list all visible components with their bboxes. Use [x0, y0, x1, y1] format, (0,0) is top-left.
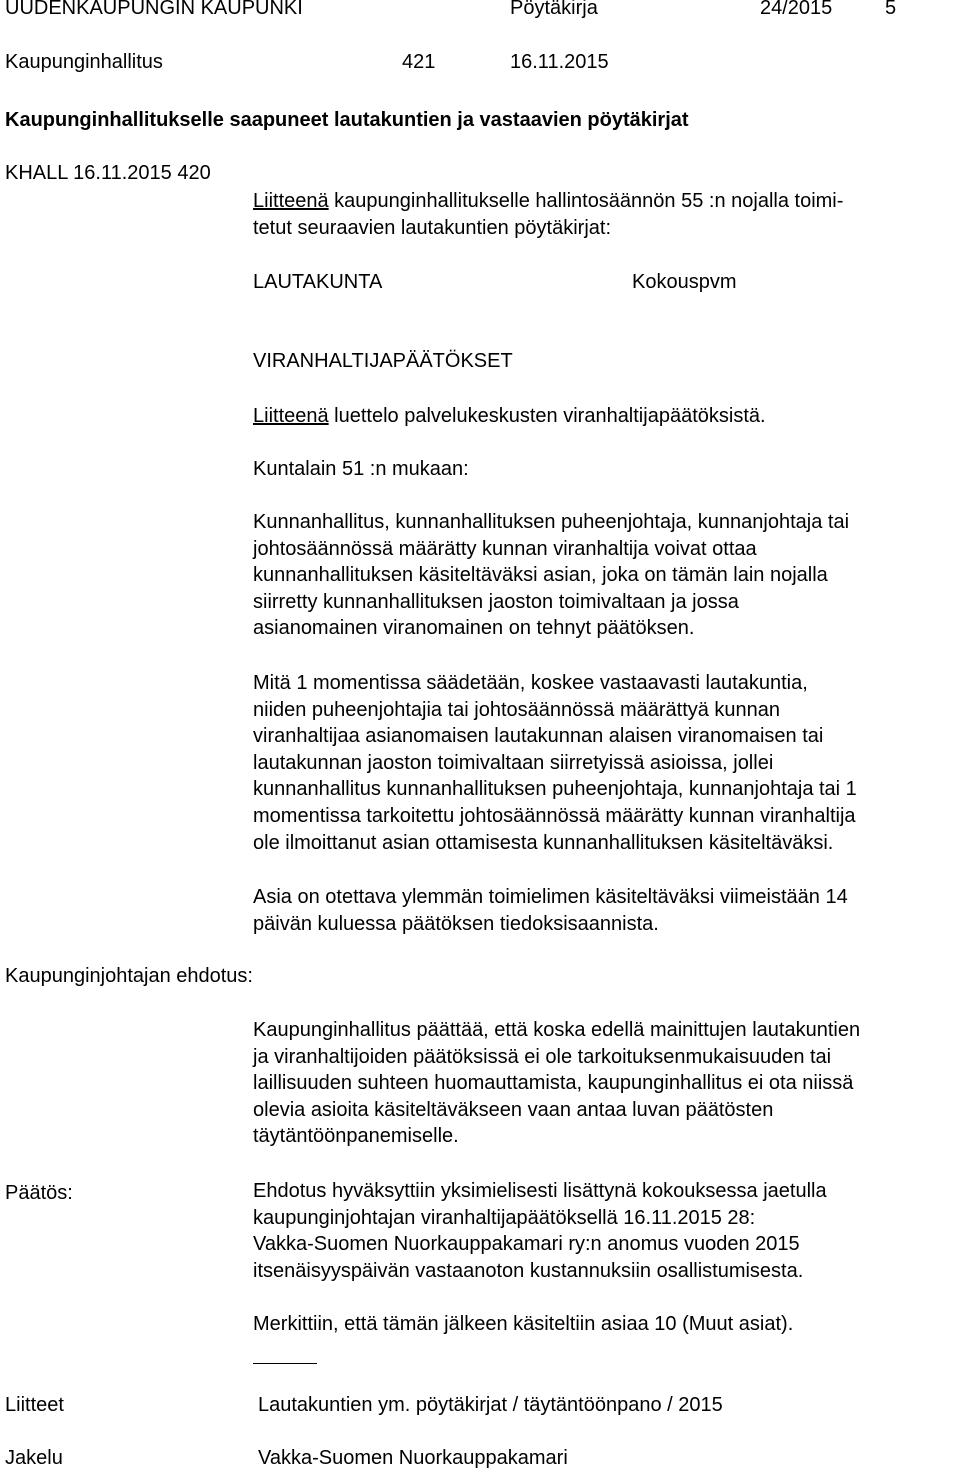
law-paragraph-2 — [253, 670, 857, 856]
attachment-link[interactable]: Liitteenä — [253, 190, 329, 212]
officials-attachment-link[interactable]: Liitteenä — [253, 405, 329, 427]
paragraph-line: olevia asioita käsiteltäväkseen vaan antaa luvan päätösten — [253, 1098, 774, 1121]
reference-line: KHALL 16.11.2015 420 — [5, 162, 211, 184]
paragraph-line: laillisuuden suhteen huomauttamista, kaupunginhallitus ei ota niissä — [253, 1072, 854, 1095]
intro-line-1: kaupunginhallitukselle hallintosäännön 55 :n nojalla toimi- — [328, 190, 844, 212]
distribution-label: Jakelu — [5, 1447, 63, 1469]
paragraph-line: Ehdotus hyväksyttiin yksimielisesti lisättynä kokouksessa jaetulla — [253, 1180, 827, 1202]
law-heading: Kuntalain 51 :n mukaan: — [253, 458, 469, 480]
paragraph-line: Kaupunginhallitus päättää, että koska edellä mainittujen lautakuntien — [253, 1019, 861, 1041]
paragraph-line: Kunnanhallitus, kunnanhallituksen puheenjohtaja, kunnanjohtaja tai — [253, 511, 850, 533]
paragraph-line: kunnanhallitus kunnanhallituksen puheenjohtaja, kunnanjohtaja tai 1 — [253, 778, 857, 801]
paragraph-line: johtosäännössä määrätty kunnan viranhaltija voivat ottaa — [253, 537, 757, 560]
org-name: UUDENKAUPUNGIN KAUPUNKI — [5, 0, 303, 19]
document-type: Pöytäkirja — [510, 0, 598, 19]
body-name: Kaupunginhallitus — [5, 51, 163, 73]
paragraph-line: kaupunginjohtajan viranhaltijapäätöksellä 16.11.2015 28: — [253, 1206, 756, 1229]
officials-line — [253, 403, 766, 429]
attachments-label: Liitteet — [5, 1394, 64, 1416]
page-number: 5 — [885, 0, 897, 19]
proposal-text — [253, 1017, 860, 1150]
paragraph-line: itsenäisyyspäivän vastaanoton kustannuksiin osallistumisesta. — [253, 1259, 804, 1282]
paragraph-line: lautakunnan jaoston toimivaltaan siirretyissä asioissa, jollei — [253, 751, 774, 774]
intro-line-2: tetut seuraavien lautakuntien pöytäkirjat: — [253, 216, 611, 239]
distribution-value: Vakka-Suomen Nuorkauppakamari — [258, 1447, 568, 1469]
proposal-label: Kaupunginjohtajan ehdotus: — [5, 965, 253, 987]
officials-heading: VIRANHALTIJAPÄÄTÖKSET — [253, 350, 513, 372]
attachments-value: Lautakuntien ym. pöytäkirjat / täytäntöönpano / 2015 — [258, 1394, 723, 1416]
officials-text: luettelo palvelukeskusten viranhaltijapäätöksistä. — [328, 405, 766, 427]
paragraph-line: ja viranhaltijoiden päätöksissä ei ole tarkoituksenmukaisuuden tai — [253, 1045, 832, 1068]
paragraph-line: täytäntöönpanemiselle. — [253, 1125, 459, 1148]
paragraph-line: kunnanhallituksen käsiteltäväksi asian, joka on tämän lain nojalla — [253, 564, 828, 587]
decision-text — [253, 1178, 827, 1284]
page-title: Kaupunginhallitukselle saapuneet lautakuntien ja vastaavien pöytäkirjat — [5, 109, 689, 131]
intro-paragraph — [253, 188, 843, 241]
column-header-board: LAUTAKUNTA — [253, 271, 383, 293]
paragraph-line: Mitä 1 momentissa säädetään, koskee vastaavasti lautakuntia, — [253, 672, 808, 694]
paragraph-line: momentissa tarkoitettu johtosäännössä määrätty kunnan viranhaltija — [253, 804, 856, 827]
separator-line — [253, 1363, 317, 1364]
decision-label: Päätös: — [5, 1182, 73, 1204]
section-number: 421 — [402, 51, 436, 73]
law-paragraph-3 — [253, 884, 848, 937]
law-paragraph-1 — [253, 509, 849, 642]
paragraph-line: viranhaltijaa asianomaisen lautakunnan alaisen viranomaisen tai — [253, 725, 824, 748]
column-header-date: Kokouspvm — [632, 271, 737, 293]
paragraph-line: Vakka-Suomen Nuorkauppakamari ry:n anomus vuoden 2015 — [253, 1233, 800, 1256]
meeting-date: 16.11.2015 — [510, 51, 609, 73]
paragraph-line: asianomainen viranomainen on tehnyt päätöksen. — [253, 617, 695, 640]
paragraph-line: ole ilmoittanut asian ottamisesta kunnanhallituksen käsiteltäväksi. — [253, 831, 834, 854]
paragraph-line: siirretty kunnanhallituksen jaoston toimivaltaan ja jossa — [253, 590, 739, 613]
decision-note: Merkittiin, että tämän jälkeen käsiteltiin asiaa 10 (Muut asiat). — [253, 1313, 794, 1335]
paragraph-line: Asia on otettava ylemmän toimielimen käsiteltäväksi viimeistään 14 — [253, 886, 848, 908]
paragraph-line: niiden puheenjohtajia tai johtosäännössä määrättyä kunnan — [253, 698, 781, 721]
document-number: 24/2015 — [760, 0, 833, 19]
paragraph-line: päivän kuluessa päätöksen tiedoksisaannista. — [253, 912, 659, 935]
